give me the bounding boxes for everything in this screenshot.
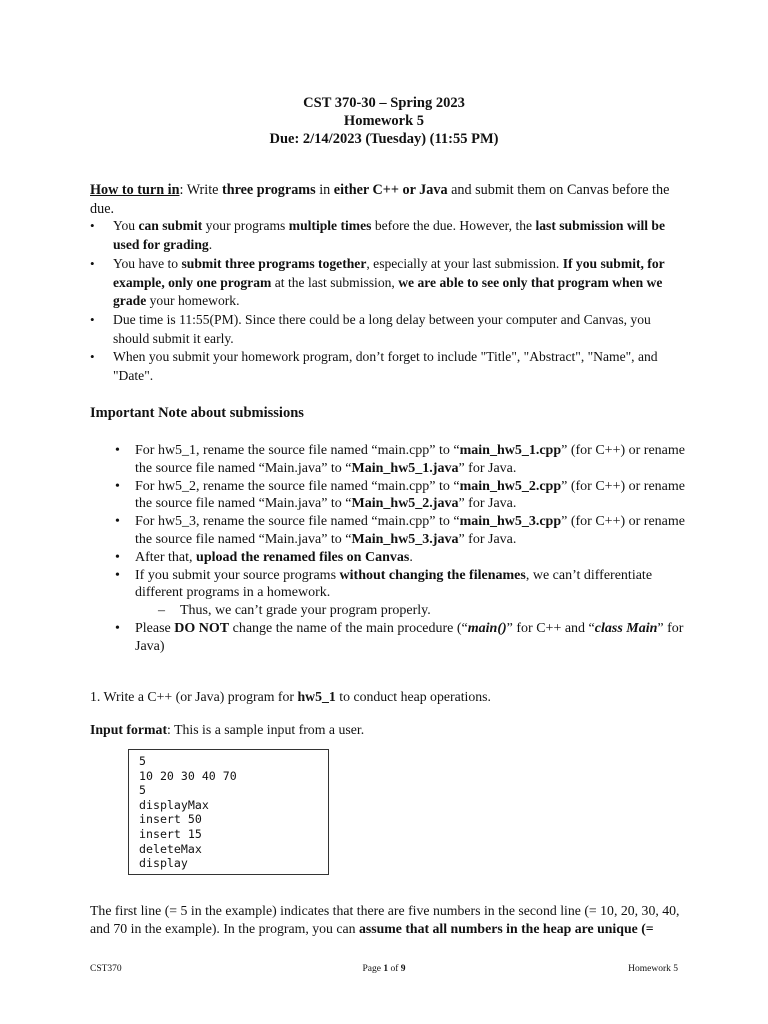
code-line: insert 50 <box>139 812 202 827</box>
code-line: 10 20 30 40 70 <box>139 768 237 783</box>
explanation-paragraph: The first line (= 5 in the example) indicates that there are five numbers in the second line (= 10, 20, 30, 40, and 70 in the example). In the program, you can assume that all numbers in the heap are unique (= <box>90 903 680 936</box>
question-1: 1. Write a C++ (or Java) program for hw5_1 to conduct heap operations. <box>90 689 491 704</box>
assignment-title: Homework 5 <box>343 113 425 129</box>
document-header <box>0 94 768 148</box>
code-line: display <box>139 856 188 871</box>
list-item: • After that, upload the renamed files on Canvas. <box>115 549 685 567</box>
rename-notes-list <box>115 442 685 656</box>
code-line: 5 <box>139 783 146 798</box>
course-title: CST 370-30 – Spring 2023 <box>303 95 465 111</box>
list-item: • For hw5_1, rename the source file named “main.cpp” to “main_hw5_1.cpp” (for C++) or rename the source file named “Main.java” to “Main_hw5_1.java” for Java. <box>115 442 685 478</box>
list-item: • Please DO NOT change the name of the main procedure (“main()” for C++ and “class Main” for Java) <box>115 620 685 656</box>
turn-in-paragraph: How to turn in: Write three programs in either C++ or Java and submit them on Canvas before the due. <box>90 182 670 217</box>
footer-left: CST370 <box>90 964 122 974</box>
code-line: displayMax <box>139 797 209 812</box>
sub-list-item: – Thus, we can’t grade your program properly. <box>115 602 685 620</box>
list-item: • You have to submit three programs together, especially at your last submission. If you submit, for example, only one program at the last submission, we are able to see only that program when we grade your homework. <box>90 255 685 311</box>
footer-page-number: Page 1 of 9 <box>362 964 406 974</box>
code-line: insert 15 <box>139 826 202 841</box>
turn-in-label: How to turn in <box>90 182 180 198</box>
list-item: • For hw5_2, rename the source file named “main.cpp” to “main_hw5_2.cpp” (for C++) or rename the source file named “Main.java” to “Main_hw5_2.java” for Java. <box>115 478 685 514</box>
list-item: • For hw5_3, rename the source file named “main.cpp” to “main_hw5_3.cpp” (for C++) or rename the source file named “Main.java” to “Main_hw5_3.java” for Java. <box>115 513 685 549</box>
important-note-heading: Important Note about submissions <box>90 405 304 421</box>
code-line: 5 <box>139 754 146 768</box>
list-item: • Due time is 11:55(PM). Since there could be a long delay between your computer and Canvas, you should submit it early. <box>90 311 685 348</box>
due-date: Due: 2/14/2023 (Tuesday) (11:55 PM) <box>269 131 499 147</box>
input-format-line: Input format: This is a sample input from a user. <box>90 722 365 737</box>
sample-input-box <box>128 749 329 875</box>
footer-right: Homework 5 <box>628 964 678 974</box>
list-item: • When you submit your homework program, don’t forget to include "Title", "Abstract", "Name", and "Date". <box>90 348 685 385</box>
submission-rules-list <box>90 217 685 385</box>
list-item: • If you submit your source programs without changing the filenames, we can’t differentiate different programs in a homework. <box>115 567 685 603</box>
code-line: deleteMax <box>139 841 202 856</box>
list-item: • You can submit your programs multiple times before the due. However, the last submission will be used for grading. <box>90 217 685 254</box>
